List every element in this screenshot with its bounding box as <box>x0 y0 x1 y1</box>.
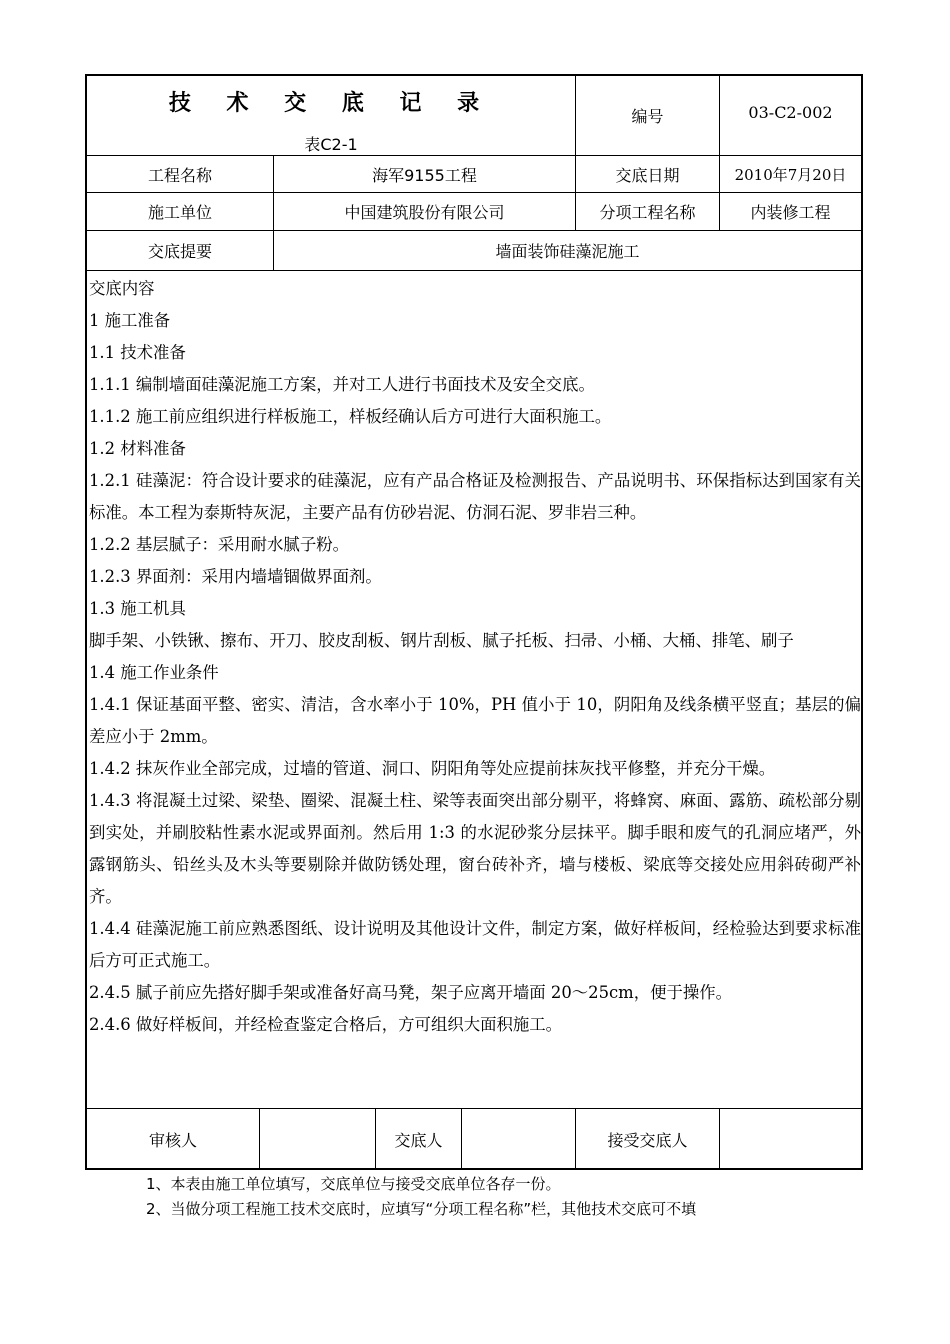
form-code: 表C2-1 <box>304 135 358 154</box>
disclosure-content <box>89 273 861 1041</box>
date-value: 2010年7月20日 <box>734 165 847 184</box>
summary-label: 交底提要 <box>147 242 212 261</box>
content-line: 脚手架、小铁锹、擦布、开刀、胶皮刮板、钢片刮板、腻子托板、扫帚、小桶、大桶、排笔、刷子 <box>89 631 794 650</box>
subproject-value: 内装修工程 <box>750 203 831 222</box>
content-line: 1.4 施工作业条件 <box>89 663 219 682</box>
content-line: 1.2.1 硅藻泥：符合设计要求的硅藻泥，应有产品合格证及检测报告、产品说明书、环保指标达到国家有关标准。本工程为泰斯特灰泥，主要产品有仿砂岩泥、仿洞石泥、罗非岩三种。 <box>89 471 861 522</box>
content-line: 2.4.6 做好样板间，并经检查鉴定合格后，方可组织大面积施工。 <box>89 1015 563 1034</box>
footnote-1: 1、本表由施工单位填写，交底单位与接受交底单位各存一份。 <box>146 1175 561 1193</box>
content-line: 2.4.5 腻子前应先搭好脚手架或准备好高马凳，架子应离开墙面 20～25cm，便于操作。 <box>89 983 733 1002</box>
content-line: 1.1.1 编制墙面硅藻泥施工方案，并对工人进行书面技术及安全交底。 <box>89 375 595 394</box>
content-line: 1.4.2 抹灰作业全部完成，过墙的管道、洞口、阴阳角等处应提前抹灰找平修整，并充分干燥。 <box>89 759 776 778</box>
summary-value: 墙面装饰硅藻泥施工 <box>495 242 640 261</box>
document-title: 技 术 交 底 记 录 <box>168 91 494 116</box>
footnote-2: 2、当做分项工程施工技术交底时，应填写“分项工程名称”栏，其他技术交底可不填 <box>146 1200 697 1218</box>
reviewer-label: 审核人 <box>148 1131 197 1150</box>
unit-value: 中国建筑股份有限公司 <box>344 203 505 222</box>
receiver-signature-field[interactable] <box>720 1109 861 1170</box>
project-name-value: 海军9155工程 <box>372 165 477 185</box>
content-line: 1.4.1 保证基面平整、密实、清洁，含水率小于 10%，PH 值小于 10，阴阳角及线条横平竖直；基层的偏差应小于 2mm。 <box>89 695 861 746</box>
disclosure-record-table <box>85 74 863 1170</box>
subproject-label: 分项工程名称 <box>599 203 696 222</box>
content-line: 1.1 技术准备 <box>89 343 186 362</box>
content-line: 1.2 材料准备 <box>89 439 186 458</box>
unit-label: 施工单位 <box>147 203 212 222</box>
row-divider <box>87 270 861 271</box>
discloser-signature-field[interactable] <box>462 1109 575 1170</box>
discloser-label: 交底人 <box>394 1131 443 1150</box>
content-line: 1.2.3 界面剂：采用内墙墙锢做界面剂。 <box>89 567 382 586</box>
reviewer-signature-field[interactable] <box>260 1109 375 1170</box>
content-line: 1.3 施工机具 <box>89 599 186 618</box>
project-name-label: 工程名称 <box>147 165 212 185</box>
content-line: 1.4.3 将混凝土过梁、梁垫、圈梁、混凝土柱、梁等表面突出部分剔平，将蜂窝、麻面、露筋、疏松部分剔到实处，并刷胶粘性素水泥或界面剂。然后用 1:3 的水泥砂浆分层抹平。脚手眼和废气的孔洞应堵严，外露钢筋头、铅丝头及木头等要剔除并做防锈处理，窗台砖补齐，墙与楼板、梁底等交接处应用斜砖砌严补齐。 <box>89 791 861 906</box>
content-line: 1 施工准备 <box>89 311 171 330</box>
number-label: 编号 <box>631 107 664 126</box>
date-label: 交底日期 <box>615 165 680 185</box>
content-line: 交底内容 <box>89 279 155 298</box>
content-line: 1.2.2 基层腻子：采用耐水腻子粉。 <box>89 535 349 554</box>
content-line: 1.4.4 硅藻泥施工前应熟悉图纸、设计说明及其他设计文件，制定方案，做好样板间，经检验达到要求标准后方可正式施工。 <box>89 919 861 970</box>
content-line: 1.1.2 施工前应组织进行样板施工，样板经确认后方可进行大面积施工。 <box>89 407 612 426</box>
receiver-label: 接受交底人 <box>607 1131 688 1150</box>
number-value: 03-C2-002 <box>748 103 833 122</box>
